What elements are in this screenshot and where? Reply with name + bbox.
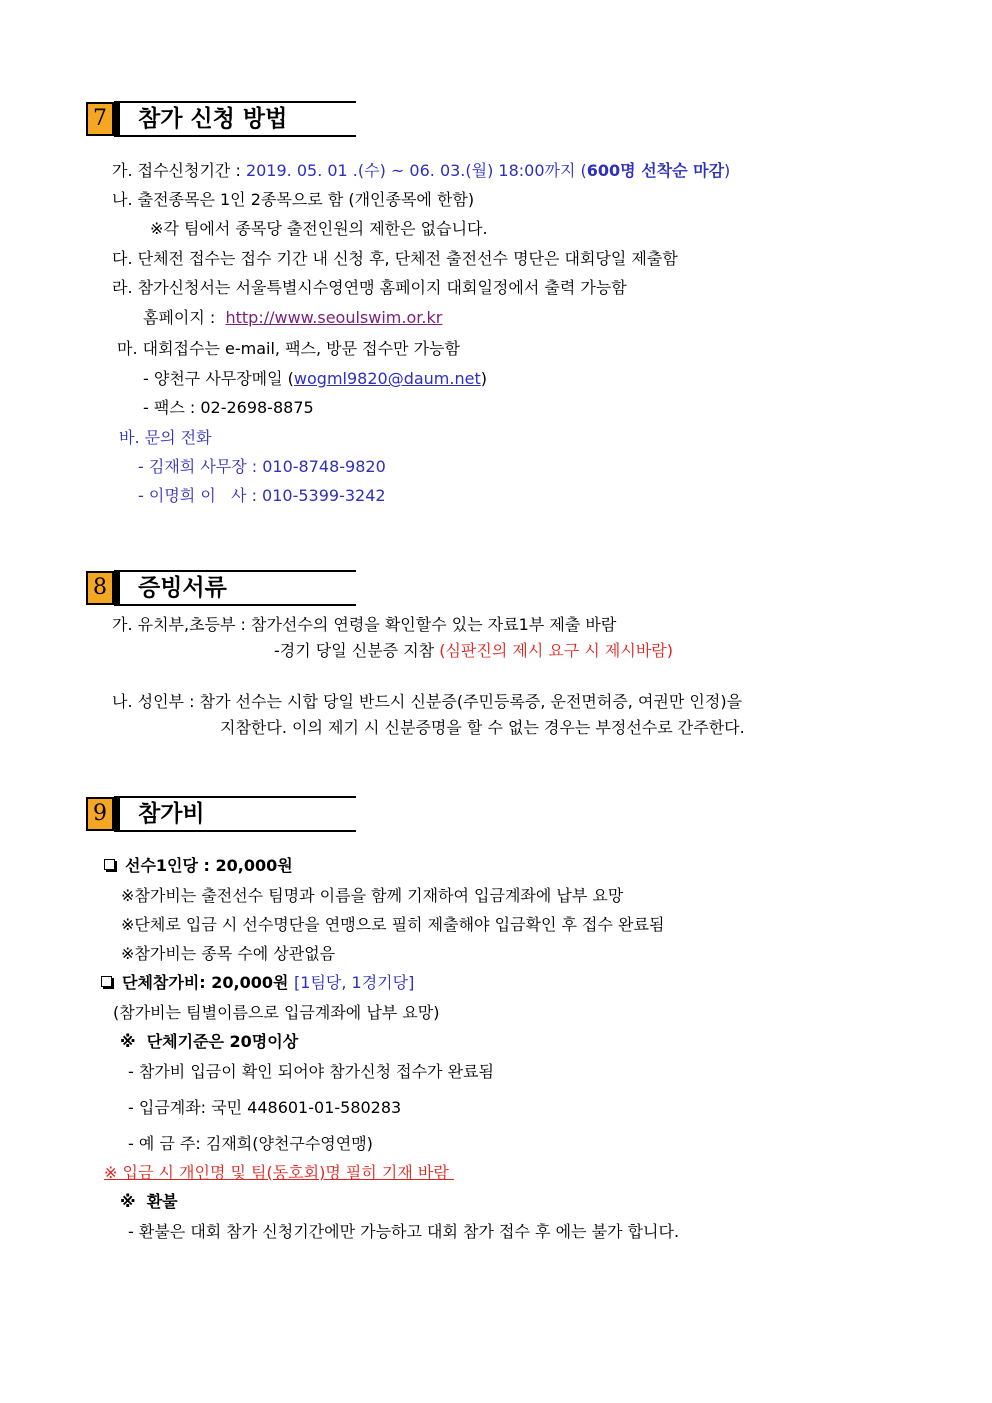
section-7-number: 7 xyxy=(86,102,114,136)
s7-ga-line xyxy=(112,160,730,182)
s9-fee2-blue: [1팀당, 1경기당] xyxy=(294,973,415,992)
s7-ga-label: 가. 접수신청기간 : xyxy=(112,161,246,180)
mail-close: ) xyxy=(480,369,487,388)
s7-na-note: ※각 팀에서 종목당 출전인원의 제한은 없습니다. xyxy=(150,219,488,238)
mail-link[interactable]: wogml9820@daum.net xyxy=(293,369,481,388)
section-9-number: 9 xyxy=(86,797,114,831)
s9-fee2-note: (참가비는 팀별이름으로 입금계좌에 납부 요망) xyxy=(113,1003,440,1022)
s8-na-line2: 지참한다. 이의 제기 시 신분증명을 할 수 없는 경우는 부정선수로 간주한다. xyxy=(220,718,745,737)
s7-tel1: - 김재희 사무장 : 010-8748-9820 xyxy=(138,457,386,476)
mail-label: - 양천구 사무장메일 ( xyxy=(143,369,294,388)
checkbox-icon xyxy=(101,976,112,987)
s7-ga-close: ) xyxy=(724,161,731,180)
s8-ga2-line xyxy=(274,640,673,662)
checkbox-icon xyxy=(104,859,115,870)
s9-fee2-line xyxy=(101,972,414,994)
s7-mail-line xyxy=(143,368,487,390)
s7-homepage-line xyxy=(143,307,442,329)
section-8-title: 증빙서류 xyxy=(120,570,356,606)
s9-refund-title: ※ 환불 xyxy=(120,1192,178,1211)
s9-refund: - 환불은 대회 참가 신청기간에만 가능하고 대회 참가 접수 후 에는 불가 합니다. xyxy=(128,1222,680,1241)
s9-pay3: - 예 금 주: 김재희(양천구수영연맹) xyxy=(128,1134,373,1153)
s9-fee1-line xyxy=(104,855,293,877)
s9-team-std: ※ 단체기준은 20명이상 xyxy=(120,1032,299,1051)
section-9-title: 참가비 xyxy=(120,796,356,832)
s7-fax-line: - 팩스 : 02-2698-8875 xyxy=(143,398,314,417)
section-7-title: 참가 신청 방법 xyxy=(120,101,356,137)
s7-ga-bold: 600명 선착순 마감 xyxy=(586,161,725,180)
s7-ba-line: 바. 문의 전화 xyxy=(119,428,212,447)
s9-fee2: 단체참가비: 20,000원 xyxy=(122,973,295,992)
s9-note1: ※참가비는 출전선수 팀명과 이름을 함께 기재하여 입금계좌에 납부 요망 xyxy=(121,886,624,905)
s8-ga2: -경기 당일 신분증 지참 xyxy=(274,641,440,660)
s9-warn: ※ 입금 시 개인명 및 팀(동호회)명 필히 기재 바람 xyxy=(104,1163,454,1182)
s8-ga-line: 가. 유치부,초등부 : 참가선수의 연령을 확인할수 있는 자료1부 제출 바람 xyxy=(112,615,617,634)
s8-na-line1: 나. 성인부 : 참가 선수는 시합 당일 반드시 신분증(주민등록증, 운전면허증, 여권만 인정)을 xyxy=(112,692,743,711)
s9-pay1: - 참가비 입금이 확인 되어야 참가신청 접수가 완료됨 xyxy=(128,1062,494,1081)
homepage-link[interactable]: http://www.seoulswim.or.kr xyxy=(225,308,443,327)
s9-note3: ※참가비는 종목 수에 상관없음 xyxy=(121,944,336,963)
homepage-label: 홈페이지 : xyxy=(143,308,216,327)
s7-ra-line: 라. 참가신청서는 서울특별시수영연맹 홈페이지 대회일정에서 출력 가능함 xyxy=(112,278,627,297)
s9-pay2: - 입금계좌: 국민 448601-01-580283 xyxy=(128,1098,402,1117)
s7-tel2: - 이명희 이 사 : 010-5399-3242 xyxy=(138,486,386,505)
s7-da-line: 다. 단체전 접수는 접수 기간 내 신청 후, 단체전 출전선수 명단은 대회당일 제출함 xyxy=(112,249,678,268)
s9-note2: ※단체로 입금 시 선수명단을 연맹으로 필히 제출해야 입금확인 후 접수 완료됨 xyxy=(121,915,665,934)
s8-ga2-red: (심판진의 제시 요구 시 제시바람) xyxy=(439,641,673,660)
s7-ga-period: 2019. 05. 01 .(수) ~ 06. 03.(월) 18:00까지 ( xyxy=(245,161,587,180)
s7-ma-line: 마. 대회접수는 e-mail, 팩스, 방문 접수만 가능함 xyxy=(117,339,460,358)
section-8-number: 8 xyxy=(86,571,114,605)
s7-na-line: 나. 출전종목은 1인 2종목으로 함 (개인종목에 한함) xyxy=(112,190,475,209)
s9-fee1: 선수1인당 : 20,000원 xyxy=(125,856,293,875)
